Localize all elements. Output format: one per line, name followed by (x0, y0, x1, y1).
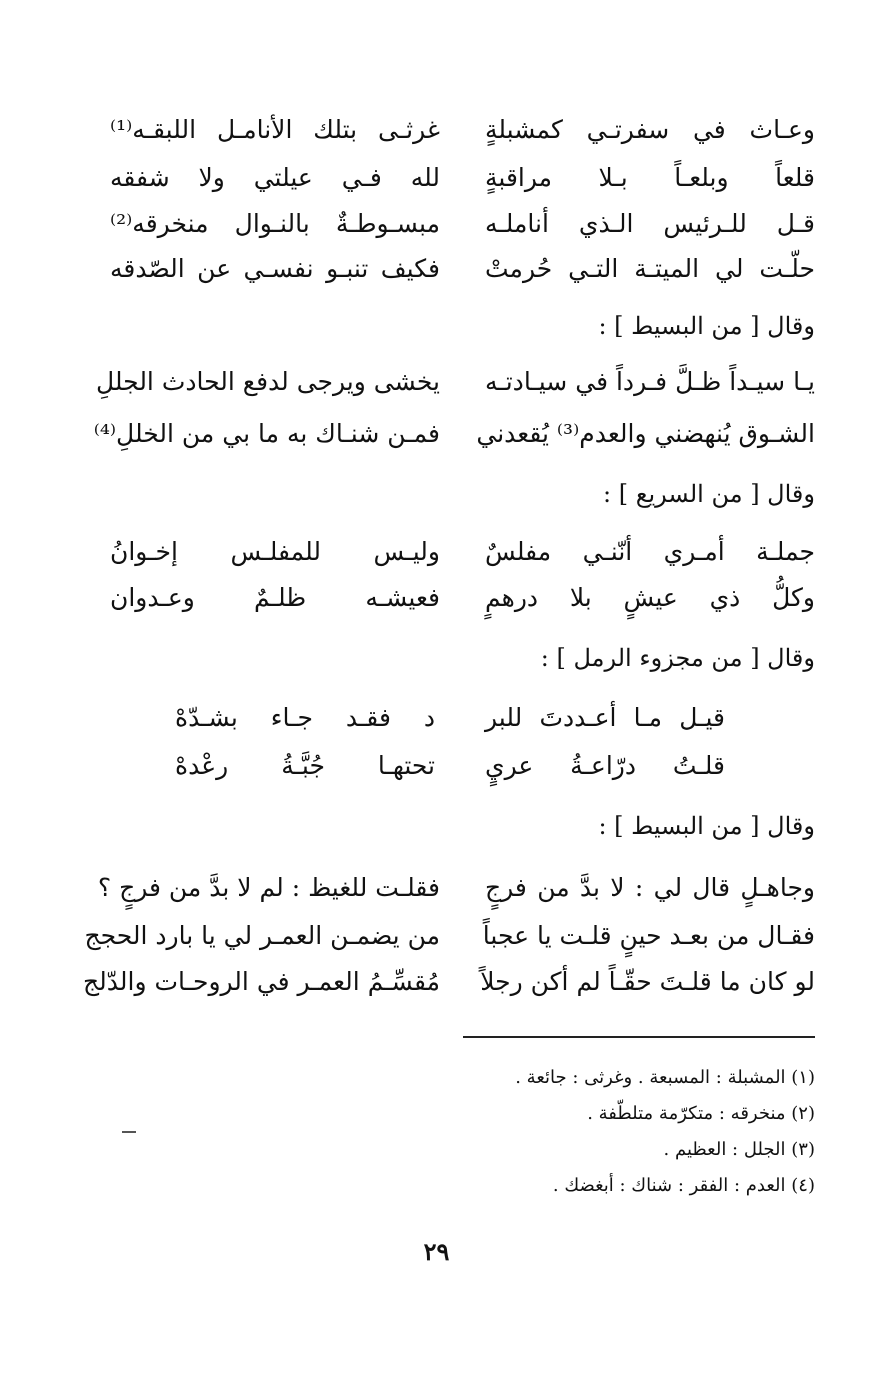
footnote: (٣) الجلل : العظيم . (663, 1139, 815, 1160)
verse (110, 694, 815, 742)
verse (110, 574, 815, 622)
verse-second-hemistich: مبسـوطـةٌ بالنـوال منخرقه⁽²⁾ (110, 209, 440, 238)
verse (110, 154, 815, 202)
verse-second-hemistich: يخشى ويرجى لدفع الحادث الجللِ (95, 367, 440, 396)
verse-second-hemistich: د فقـد جـاء بشـدّهْ (175, 703, 435, 732)
verse (110, 245, 815, 293)
verse (84, 912, 815, 960)
verse (83, 958, 815, 1006)
poem-intro: وقال [ من مجزوء الرمل ] : (540, 644, 815, 672)
footnote: (١) المشبلة : المسبعة . وغرثى : جائعة . (515, 1067, 815, 1088)
verse-first-hemistich: وعـاث في سفرتـي كمشبلةٍ (485, 115, 815, 144)
poem-intro: وقال [ من البسيط ] : (598, 812, 815, 840)
verse-second-hemistich: فكيف تنبـو نفسـي عن الصّدقه (110, 254, 440, 283)
verse (110, 106, 815, 154)
verse-first-hemistich: قلعاً وبلعـاً بـلا مراقبةٍ (485, 163, 815, 192)
poem-intro: وقال [ من السريع ] : (603, 480, 815, 508)
footnote: (٤) العدم : الفقر : شناك : أبغضك . (552, 1175, 815, 1196)
stray-mark (122, 1131, 136, 1133)
verse-second-hemistich: من يضمـن العمـر لي يا بارد الحجج (84, 921, 440, 950)
verse (97, 864, 815, 912)
footnote-separator (463, 1036, 815, 1038)
verse (93, 410, 815, 458)
verse-first-hemistich: يـا سيـداً ظـلَّ فـرداً في سيـادتـه (485, 367, 815, 396)
footnote: (٢) منخرقه : متكرّمة متلطّفة . (587, 1103, 815, 1124)
verse-second-hemistich: غرثـى بتلك الأنامـل اللبقـه⁽¹⁾ (110, 115, 440, 144)
verse-second-hemistich: وليـس للمفلـس إخـوانُ (110, 537, 440, 566)
verse-first-hemistich: لو كان ما قلـتَ حقّـاً لم أكن رجلاً (480, 967, 815, 996)
poem-intro: وقال [ من البسيط ] : (598, 312, 815, 340)
verse-first-hemistich: الشـوق يُنهضني والعدم⁽³⁾ يُقعدني (476, 419, 815, 448)
verse-first-hemistich: وجاهـلٍ قال لي : لا بدَّ من فرجٍ (485, 873, 815, 902)
verse-second-hemistich: لله فـي عيلتي ولا شفقه (110, 163, 440, 192)
verse-first-hemistich: قيـل مـا أعـددتَ للبر (485, 703, 725, 732)
verse-second-hemistich: فمـن شنـاك به ما بي من الخللِ⁽⁴⁾ (93, 419, 440, 448)
verse-first-hemistich: جملـة أمـري أنّنـي مفلسٌ (485, 537, 815, 566)
verse-first-hemistich: قلـتُ درّاعـةُ عريٍ (485, 751, 725, 780)
footnotes (395, 1060, 815, 1204)
verse-second-hemistich: تحتهـا جُبَّـةُ رعْدهْ (175, 751, 435, 780)
verse-first-hemistich: وكلُّ ذي عيشٍ بلا درهمٍ (485, 583, 815, 612)
verse-second-hemistich: فعيشـه ظلـمٌ وعـدوان (110, 583, 440, 612)
verse-second-hemistich: فقلـت للغيظ : لم لا بدَّ من فرجٍ ؟ (97, 873, 440, 902)
verse (110, 742, 815, 790)
verse (110, 528, 815, 576)
verse-first-hemistich: حلّـت لي الميتـة التـي حُرمتْ (485, 254, 815, 283)
verse (110, 200, 815, 248)
page-number: ٢٩ (423, 1237, 450, 1266)
verse (95, 358, 815, 406)
verse-first-hemistich: قـل للـرئيس الـذي أناملـه (485, 209, 815, 238)
verse-second-hemistich: مُقسِّـمُ العمـر في الروحـات والدّلج (83, 967, 440, 996)
verse-first-hemistich: فقـال من بعـد حينٍ قلـت يا عجباً (482, 921, 815, 950)
